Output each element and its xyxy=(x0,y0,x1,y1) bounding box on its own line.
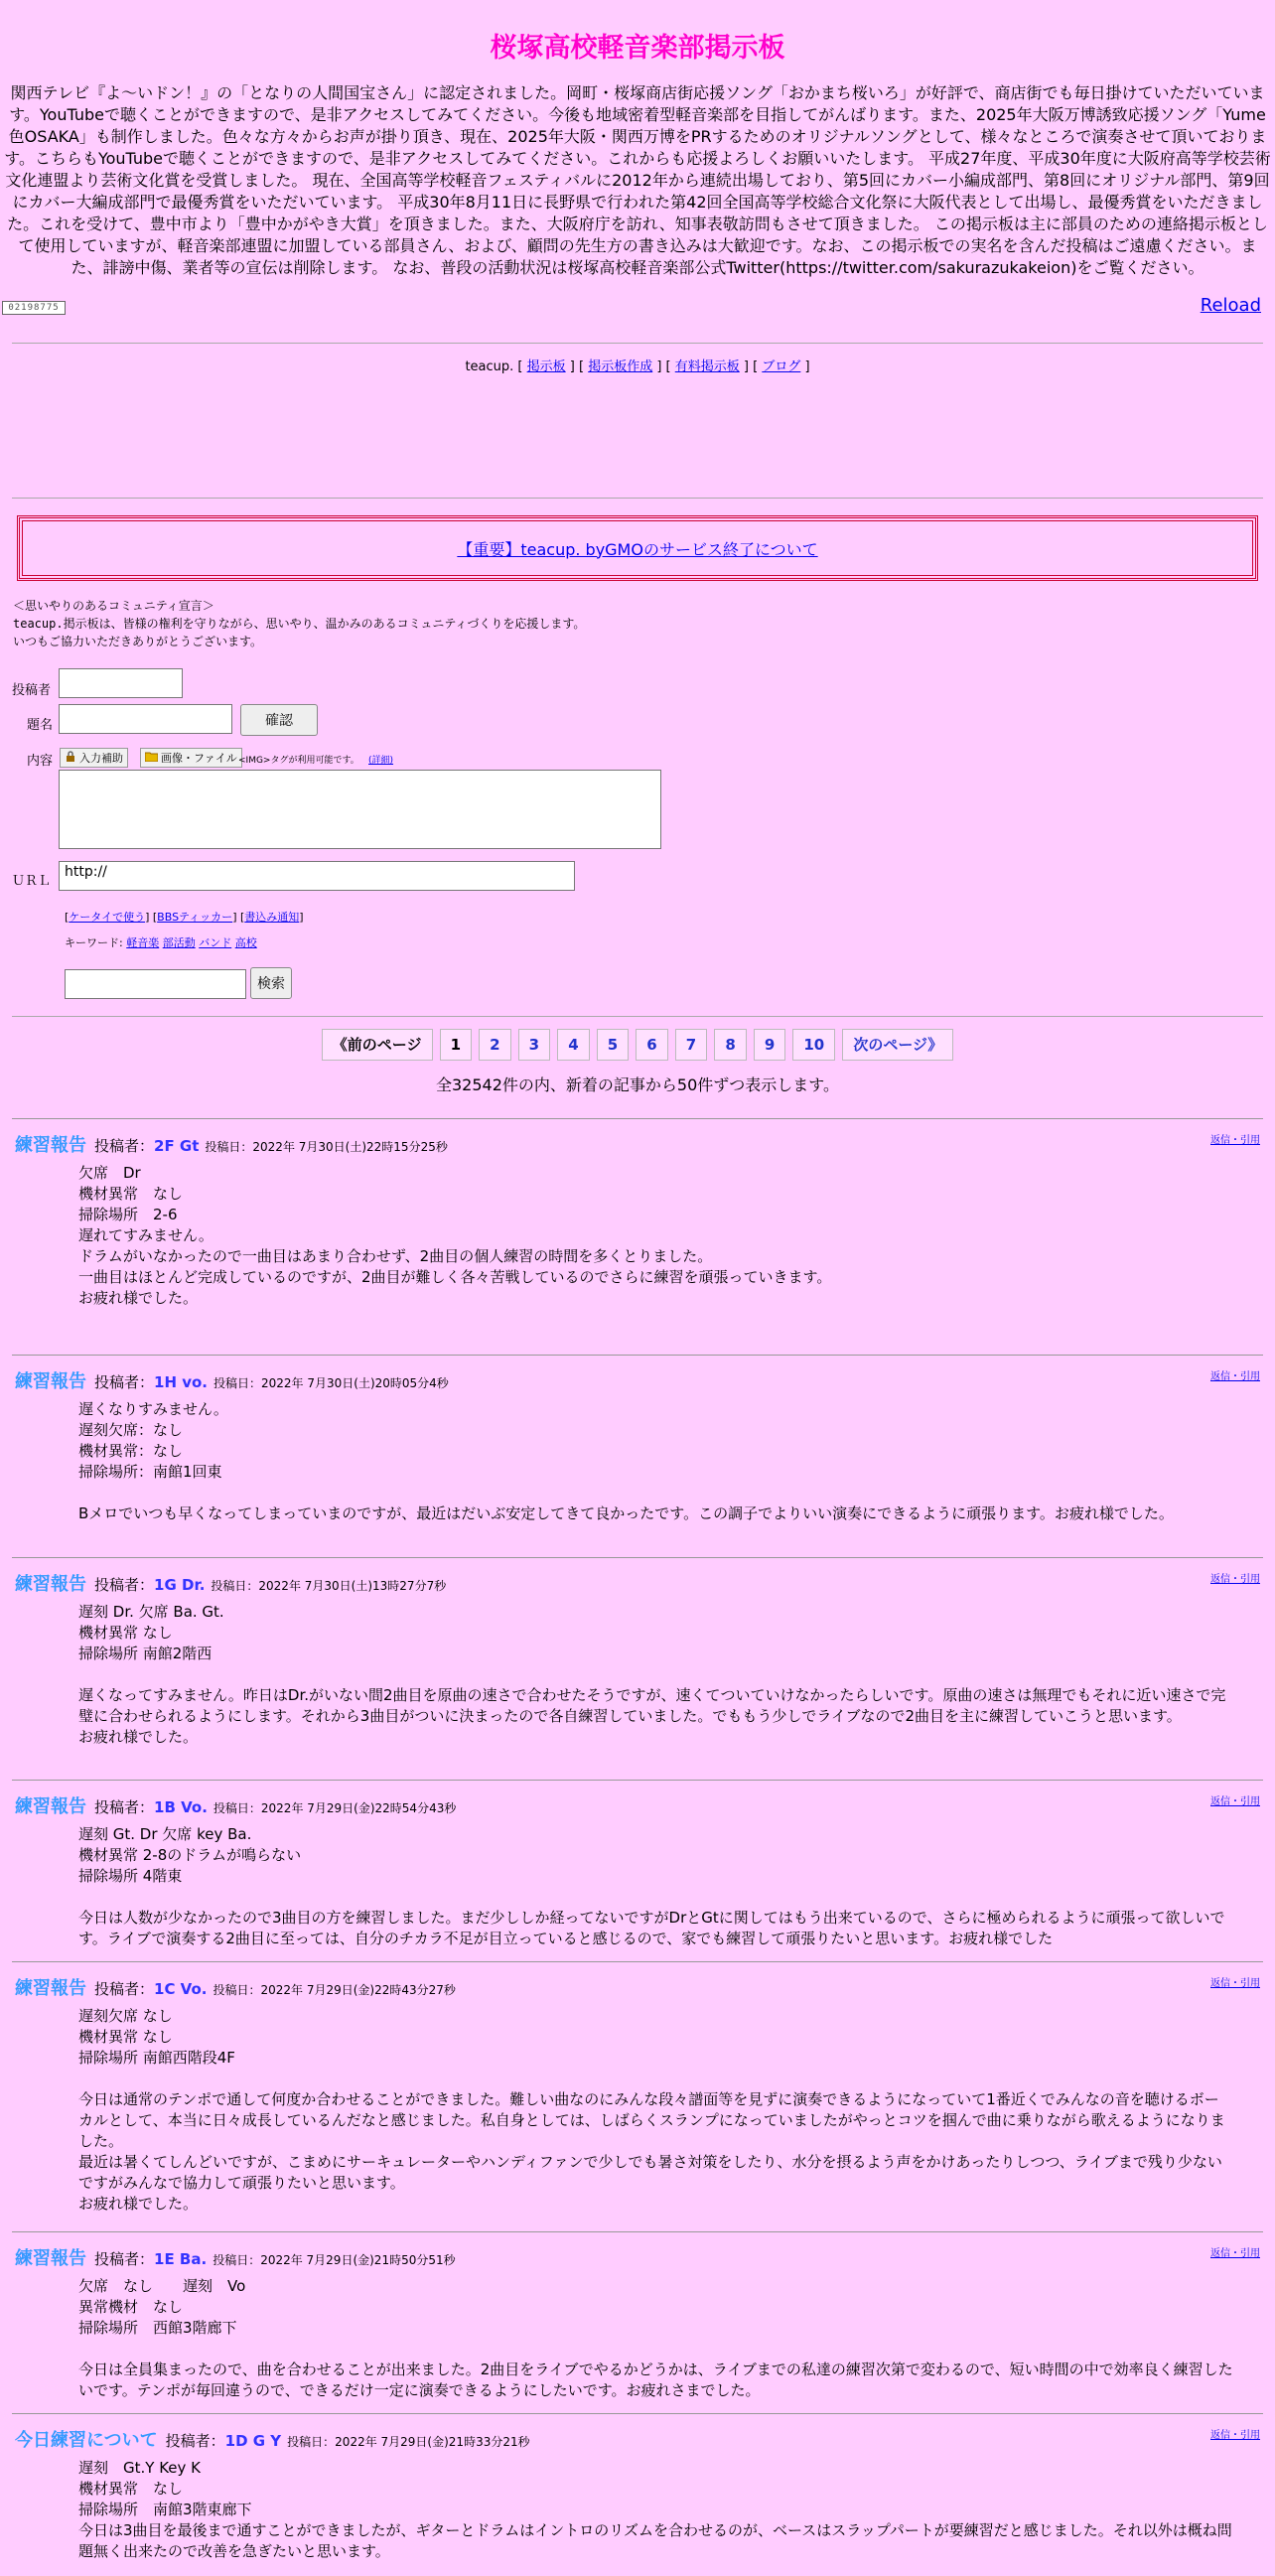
poster-label: 投稿者： xyxy=(94,1576,155,1594)
next-page-button[interactable]: 次のページ》 xyxy=(842,1029,953,1061)
pager xyxy=(0,1029,1275,1061)
divider xyxy=(12,343,1263,344)
details-link[interactable]: (詳細) xyxy=(368,756,394,766)
post-line: 今日は通常のテンポで通して何度か合わせることができました。難しい曲なのにみんな段々譜面等を見ずに演奏できるようになっていて1番近くでみんなの音を聴けるボーカルとして、本当に日々成長しているんだなと感じました。私自身としては、しばらくスランプになっていましたがやっとコツを掴んで曲に乗りながら歌えるようになりました。 xyxy=(78,2090,1225,2150)
bbs-ticker-link[interactable]: BBSティッカー xyxy=(157,911,233,924)
post-line: ドラムがいなかったので一曲目はあまり合わせず、2曲目の個人練習の時間を多くとりました。 xyxy=(78,1247,713,1265)
post-line: 掃除場所 2-6 xyxy=(78,1206,178,1223)
post-line: 掃除場所 南館2階西 xyxy=(78,1645,212,1662)
reply-link[interactable]: 返信・引用 xyxy=(1210,2430,1260,2441)
divider xyxy=(12,498,1263,499)
ad-space xyxy=(0,374,1275,498)
page-button[interactable]: 6 xyxy=(636,1029,667,1061)
mobile-link[interactable]: ケータイで使う xyxy=(69,911,146,924)
post-title[interactable]: 練習報告 xyxy=(15,2248,86,2269)
post-title[interactable]: 今日練習について xyxy=(15,2430,158,2451)
folder-icon xyxy=(145,751,158,765)
confirm-button[interactable]: 確認 xyxy=(240,704,318,736)
page-button[interactable]: 1 xyxy=(440,1029,472,1061)
post-header xyxy=(15,2244,456,2270)
post-header xyxy=(15,1131,448,1157)
reply-link[interactable]: 返信・引用 xyxy=(1210,1978,1260,1989)
teacup-link-create[interactable]: 掲示板作成 xyxy=(588,359,653,374)
page-title: 桜塚高校軽音楽部掲示板 xyxy=(490,33,785,64)
keywords-label: キーワード: xyxy=(65,936,123,949)
post-line: 遅刻欠席 なし xyxy=(78,2007,173,2025)
post-date: 投稿日：2022年 7月30日(土)20時05分4秒 xyxy=(213,1376,449,1390)
teacup-nav: teacup. [ 掲示板 ] [ 掲示板作成 ] [ 有料掲示板 ] [ ブログ ] xyxy=(465,359,810,374)
post-line: Bメロでいつも早くなってしまっていまのですが、最近はだいぶ安定してきて良かったです。この調子でよりいい演奏にできるように頑張ります。お疲れ様でした。 xyxy=(78,1504,1174,1522)
form-links: [ケータイで使う] [BBSティッカー] [書込み通知] xyxy=(65,911,304,924)
reply-link[interactable]: 返信・引用 xyxy=(1210,1796,1260,1807)
page-button[interactable]: 2 xyxy=(479,1029,510,1061)
post-list xyxy=(0,1118,1275,2572)
reply-link[interactable]: 返信・引用 xyxy=(1210,2248,1260,2259)
reply-link[interactable]: 返信・引用 xyxy=(1210,1574,1260,1585)
post-line: 一曲目はほとんど完成しているのですが、2曲目が難しく各々苦戦しているのでさらに練習を頑張っていきます。 xyxy=(78,1268,832,1286)
url-label: ＵＲＬ xyxy=(12,874,52,889)
post-line xyxy=(78,2069,1233,2089)
intro-text: 関西テレビ『よ～いドン！』の「となりの人間国宝さん」に認定されました。岡町・桜塚商店街応援ソング「おかまち桜いろ」が好評で、商店街でも毎日掛けていただいています。YouTubeで聴くことができますので、是非アクセスしてみてください。今後も地域密着型軽音楽部を目指してがんばります。また、2025年大阪万博誘致応援ソング「Yume色OSAKA」も制作しました。色々な方々からお声が掛り頂き、現在、2025年大阪・関西万博をPRするためのオリジナルソングとして、様々なところで演奏させて頂いております。こちらもYouTubeで聴くことができますので、是非アクセスしてみてください。これからも応援よろしくお願いいたします。 平成27年度、平成30年度に大阪府高等学校芸術文化連盟より芸術文化賞を受賞しました。 現在、全国高等学校軽音フェスティバルに2012年から連続出場しており、第5回にカバー小編成部門、第8回にオリジナル部門、第9回にカバー大編成部門で最優秀賞をいただいています。 平成30年8月11日に長野県で行われた第42回全国高等学校総合文化祭に大阪代表として出場し、最優秀賞をいただきました。これを受けて、豊中市より「豊中かがやき大賞」を頂きました。また、大阪府庁を訪れ、知事表敬訪問もさせて頂きました。 この掲示板は主に部員のための連絡掲示板として使用していますが、軽音楽部連盟に加盟している部員さん、および、顧問の先生方の書き込みは大歓迎です。なお、この掲示板での実名を含んだ投稿はご遠慮ください。また、誹謗中傷、業者等の宣伝は削除します。 なお、普段の活動状況は桜塚高校軽音楽部公式Twitter(https://twitter.com/sakurazukakeion)をご覧ください。 xyxy=(4,83,1271,277)
post-author: 1D G Y xyxy=(224,2432,282,2450)
post-line: 機材異常：なし xyxy=(78,1442,184,1460)
post-line: 最近は暑くてしんどいですが、こまめにサーキュレーターやハンディファンで少しでも暑さ対策をしたり、水分を摂るよう声をかけあったりしつつ、ライブまで残り少ないですがみんなで協力して頑張りたいと思います。 xyxy=(78,2153,1222,2192)
declaration-line: teacup.掲示板は、皆様の権利を守りながら、思いやり、温かみのあるコミュニティづくりを応援します。 xyxy=(13,617,586,631)
page-button[interactable]: 8 xyxy=(714,1029,746,1061)
reload-row xyxy=(0,295,1275,321)
reply-link[interactable]: 返信・引用 xyxy=(1210,1371,1260,1382)
post-title[interactable]: 練習報告 xyxy=(15,1978,86,1999)
post-title[interactable]: 練習報告 xyxy=(15,1135,86,1156)
post xyxy=(12,1961,1263,2231)
post-line: 遅くなりすみません。 xyxy=(78,1400,228,1418)
post-author: 1E Ba. xyxy=(154,2250,208,2268)
poster-label: 投稿者： xyxy=(94,1373,155,1391)
page-button[interactable]: 7 xyxy=(675,1029,707,1061)
post-form xyxy=(0,666,1275,1004)
post-author: 1G Dr. xyxy=(154,1576,206,1594)
post-header xyxy=(15,2426,530,2452)
post-line: 機材異常 2-8のドラムが鳴らない xyxy=(78,1846,302,1864)
post-line: 遅刻 Gt. Dr 欠席 key Ba. xyxy=(78,1825,252,1843)
post-header xyxy=(15,1367,449,1393)
post-line: 今日は3曲目を最後まで通すことができましたが、ギターとドラムはイントロのリズムを合わせるのが、ベースはスラップパートが要練習だと感じました。それ以外は概ね問題無く出来たので改善を急ぎたいと思います。 xyxy=(78,2521,1232,2560)
post-body xyxy=(78,1399,1233,1524)
post-line xyxy=(78,1483,1233,1503)
post-line: 欠席 なし 遅刻 Vo xyxy=(78,2277,246,2295)
post-line: 掃除場所 4階東 xyxy=(78,1867,183,1885)
post-line: 今日は人数が少なかったので3曲目の方を練習しました。まだ少ししか経ってないですがDrとGtに関してはもう出来ているので、さらに極められるように頑張って欲しいです。ライブで演奏する2曲目に至っては、自分のチカラ不足が目立っていると感じるので、家でも練習して頑張りたいと思います。お疲れ様でした xyxy=(78,1909,1225,1947)
keyword-link[interactable]: バンド xyxy=(199,936,232,949)
teacup-link-bbs[interactable]: 掲示板 xyxy=(526,359,566,374)
subject-label: 題名 xyxy=(27,718,54,733)
page-button[interactable]: 5 xyxy=(597,1029,629,1061)
post-author: 1B Vo. xyxy=(154,1798,208,1816)
post-title[interactable]: 練習報告 xyxy=(15,1796,86,1817)
notice-box xyxy=(17,515,1258,581)
page-button[interactable]: 3 xyxy=(518,1029,550,1061)
teacup-link-paid[interactable]: 有料掲示板 xyxy=(674,359,740,374)
post-header xyxy=(15,1570,446,1596)
reply-link[interactable]: 返信・引用 xyxy=(1210,1135,1260,1146)
post-line xyxy=(78,2339,1233,2360)
post xyxy=(12,2231,1263,2413)
keyword-link[interactable]: 部活動 xyxy=(162,936,196,949)
post-header xyxy=(15,1974,456,2000)
content-label: 内容 xyxy=(27,754,54,769)
input-assist-label: 入力補助 xyxy=(79,752,123,765)
post-line: 遅れてすみません。 xyxy=(78,1226,213,1244)
post-line: 異常機材 なし xyxy=(78,2298,184,2316)
post-date: 投稿日：2022年 7月29日(金)22時54分43秒 xyxy=(212,1801,457,1815)
post xyxy=(12,1118,1263,1355)
post-title[interactable]: 練習報告 xyxy=(15,1574,86,1595)
keywords xyxy=(65,934,257,950)
post-line: 掃除場所 南館3階東廊下 xyxy=(78,2501,252,2518)
search-button[interactable]: 検索 xyxy=(250,967,292,999)
access-counter: 02198775 xyxy=(2,301,66,315)
post xyxy=(12,2413,1263,2572)
post-body xyxy=(78,2276,1233,2401)
poster-label: 投稿者 xyxy=(12,683,52,698)
post-line: お疲れ様でした。 xyxy=(78,1289,199,1307)
post-date: 投稿日：2022年 7月29日(金)21時33分21秒 xyxy=(287,2435,530,2449)
teacup-link-blog[interactable]: ブログ xyxy=(762,359,801,374)
post-line: 機材異常 なし xyxy=(78,1624,173,1642)
post-body xyxy=(78,2458,1233,2562)
img-tag-note: <IMG>タグが利用可能です。 xyxy=(238,756,359,766)
post-line xyxy=(78,1887,1233,1908)
post-body xyxy=(78,1824,1233,1949)
post-line: お疲れ様でした。 xyxy=(78,2195,199,2213)
post-body xyxy=(78,2006,1233,2215)
post-line: 機材異常 なし xyxy=(78,2480,184,2498)
keyword-link[interactable]: 高校 xyxy=(234,936,257,949)
lock-icon xyxy=(65,751,76,766)
declaration-heading: ＜思いやりのあるコミュニティ宣言＞ xyxy=(13,599,214,613)
post-line: 掃除場所 西館3階廊下 xyxy=(78,2319,237,2337)
total-count: 全32542件の内、新着の記事から50件ずつ表示します。 xyxy=(436,1075,839,1094)
post-date: 投稿日：2022年 7月29日(金)22時43分27秒 xyxy=(212,1983,456,1997)
poster-label: 投稿者： xyxy=(94,1798,155,1816)
community-declaration xyxy=(13,597,1275,650)
post-line xyxy=(78,1664,1233,1685)
url-input[interactable]: http:// xyxy=(59,861,575,891)
poster-label: 投稿者： xyxy=(94,1137,155,1155)
post-author: 1H vo. xyxy=(154,1373,209,1391)
post-line: 掃除場所：南館1回東 xyxy=(78,1463,222,1481)
declaration-line: いつもご協力いただきありがとうございます。 xyxy=(13,635,263,648)
post-body xyxy=(78,1163,1233,1309)
search-input[interactable] xyxy=(65,969,246,999)
post-body xyxy=(78,1602,1233,1748)
page-button[interactable]: 9 xyxy=(754,1029,785,1061)
write-notify-link[interactable]: 書込み通知 xyxy=(244,911,300,924)
content-textarea[interactable] xyxy=(59,770,661,849)
post-line: 遅刻欠席：なし xyxy=(78,1421,184,1439)
teacup-prefix: teacup. [ xyxy=(465,359,523,374)
post-line: 欠席 Dr xyxy=(78,1164,141,1182)
page-button[interactable]: 4 xyxy=(557,1029,589,1061)
image-file-button[interactable] xyxy=(140,748,242,768)
poster-label: 投稿者： xyxy=(165,2432,225,2450)
post-line: 遅刻 Gt.Y Key K xyxy=(78,2459,202,2477)
post-date: 投稿日：2022年 7月30日(土)13時27分7秒 xyxy=(211,1579,447,1593)
post-line: 機材異常 なし xyxy=(78,1185,184,1203)
notice-link[interactable]: 【重要】teacup. byGMOのサービス終了について xyxy=(457,539,818,559)
page-button[interactable]: 10 xyxy=(792,1029,835,1061)
poster-label: 投稿者： xyxy=(94,2250,155,2268)
post xyxy=(12,1557,1263,1780)
post-date: 投稿日：2022年 7月29日(金)21時50分51秒 xyxy=(212,2253,456,2267)
post-line: 今日は全員集まったので、曲を合わせることが出来ました。2曲目をライブでやるかどうかは、ライブまでの私達の練習次第で変わるので、短い時間の中で効率良く練習したいです。テンポが毎回違うので、できるだけ一定に演奏できるようにしたいです。お疲れさまでした。 xyxy=(78,2361,1233,2399)
input-assist-button[interactable] xyxy=(60,748,128,768)
subject-input[interactable] xyxy=(59,704,232,734)
reload-link[interactable]: Reload xyxy=(1200,295,1261,316)
poster-label: 投稿者： xyxy=(94,1980,155,1998)
image-file-label: 画像・ファイル xyxy=(161,752,237,765)
post-line: 遅刻 Dr. 欠席 Ba. Gt. xyxy=(78,1603,224,1621)
post-line: 遅くなってすみません。昨日はDr.がいない間2曲目を原曲の速さで合わせたそうですが、速くてついていけなかったらしいです。原曲の速さは無理でもそれに近い速さで完璧に合わせられるようにします。それから3曲目がついに決まったので各自練習していました。でももう少しでライブなので2曲目を主に練習していこうと思います。 xyxy=(78,1686,1226,1725)
post-author: 1C Vo. xyxy=(154,1980,208,1998)
post-line: お疲れ様でした。 xyxy=(78,1728,199,1746)
post-title[interactable]: 練習報告 xyxy=(15,1371,86,1392)
poster-input[interactable] xyxy=(59,668,183,698)
post-author: 2F Gt xyxy=(154,1137,200,1155)
post-line: 掃除場所 南館西階段4F xyxy=(78,2049,235,2067)
post-date: 投稿日：2022年 7月30日(土)22時15分25秒 xyxy=(205,1140,448,1154)
post xyxy=(12,1780,1263,1961)
post-header xyxy=(15,1792,456,1818)
prev-page-button[interactable]: 《前のページ xyxy=(322,1029,433,1061)
post-line: 機材異常 なし xyxy=(78,2028,173,2046)
post xyxy=(12,1355,1263,1557)
keyword-link[interactable]: 軽音楽 xyxy=(126,936,160,949)
